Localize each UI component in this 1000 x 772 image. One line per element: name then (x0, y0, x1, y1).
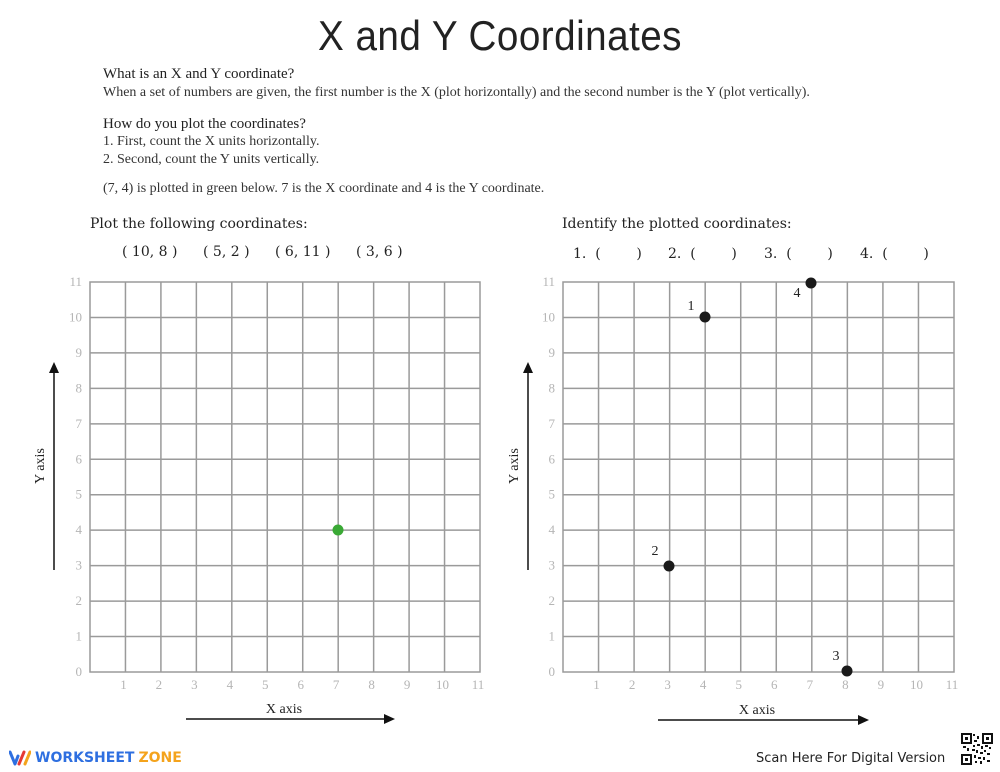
svg-text:8: 8 (548, 380, 555, 396)
question-1-body: When a set of numbers are given, the first number is the X (plot horizontally) and the second number is the Y (plot vertically). (103, 85, 810, 100)
svg-text:5: 5 (75, 486, 82, 502)
point-2-label: 2 (651, 544, 659, 559)
step-2: 2. Second, count the Y units vertically. (103, 152, 320, 167)
right-y-axis-arrow (523, 362, 533, 570)
point-1 (700, 312, 711, 323)
right-panel-label: Identify the plotted coordinates: (562, 216, 792, 232)
svg-text:7: 7 (806, 677, 814, 692)
point-3-label: 3 (832, 649, 840, 664)
right-y-axis-label: Y axis (507, 448, 522, 484)
worksheet-zone-logo[interactable] (9, 748, 182, 768)
answer-list (0, 246, 1000, 266)
answer-blank-1[interactable]: 1. ( ) (573, 246, 642, 262)
svg-text:10: 10 (436, 677, 450, 692)
left-x-axis-label: X axis (265, 702, 303, 717)
svg-text:4: 4 (75, 522, 82, 538)
svg-text:7: 7 (75, 415, 82, 431)
point-4-label: 4 (793, 286, 801, 301)
right-grid (563, 282, 954, 672)
point-4 (806, 278, 817, 289)
right-x-axis-label: X axis (738, 703, 776, 718)
svg-text:11: 11 (69, 274, 82, 289)
svg-text:2: 2 (155, 677, 163, 692)
step-1: 1. First, count the X units horizontally. (103, 134, 320, 149)
coordinate-item: ( 6, 11 ) (275, 244, 331, 260)
svg-text:3: 3 (548, 557, 555, 573)
svg-text:0: 0 (75, 664, 82, 679)
brand-zone: ZONE (138, 750, 182, 766)
example-text: (7, 4) is plotted in green below. 7 is the X coordinate and 4 is the Y coordinate. (103, 181, 545, 196)
answer-blank-4[interactable]: 4. ( ) (860, 246, 929, 262)
svg-text:11: 11 (945, 677, 959, 692)
svg-text:5: 5 (548, 486, 555, 502)
svg-text:1: 1 (593, 677, 600, 692)
svg-text:9: 9 (403, 677, 411, 692)
right-x-tick-labels (593, 677, 958, 692)
qr-code-icon[interactable] (961, 733, 993, 765)
svg-text:10: 10 (69, 309, 82, 325)
svg-text:1: 1 (75, 628, 82, 644)
page-title: X and Y Coordinates (318, 12, 682, 59)
svg-text:5: 5 (262, 677, 269, 692)
svg-text:9: 9 (877, 677, 885, 692)
right-y-tick-labels (542, 274, 556, 679)
svg-text:8: 8 (842, 677, 849, 692)
svg-text:5: 5 (735, 677, 742, 692)
svg-text:7: 7 (332, 677, 340, 692)
logo-w-icon (9, 750, 31, 766)
svg-text:6: 6 (75, 451, 82, 467)
left-grid[interactable] (90, 282, 480, 672)
svg-text:2: 2 (628, 677, 636, 692)
coordinate-item: ( 10, 8 ) (122, 244, 178, 260)
svg-text:10: 10 (542, 309, 555, 325)
svg-text:6: 6 (297, 677, 304, 692)
svg-text:3: 3 (75, 557, 82, 573)
point-3 (842, 666, 853, 677)
svg-text:9: 9 (548, 344, 555, 360)
question-2-heading: How do you plot the coordinates? (103, 116, 306, 132)
plotted-points (652, 278, 853, 677)
svg-text:2: 2 (75, 593, 82, 609)
svg-text:9: 9 (75, 344, 82, 360)
left-y-tick-labels (69, 274, 83, 679)
coordinate-item: ( 5, 2 ) (203, 244, 250, 260)
point-2 (664, 561, 675, 572)
question-1-heading: What is an X and Y coordinate? (103, 66, 295, 82)
svg-text:11: 11 (471, 677, 485, 692)
svg-text:3: 3 (191, 677, 198, 692)
svg-text:10: 10 (909, 677, 923, 692)
svg-text:0: 0 (548, 664, 555, 679)
svg-text:8: 8 (75, 380, 82, 396)
answer-blank-2[interactable]: 2. ( ) (668, 246, 737, 262)
left-y-axis-label: Y axis (33, 448, 48, 484)
svg-text:6: 6 (771, 677, 778, 692)
point-1-label: 1 (687, 299, 695, 314)
answer-blank-3[interactable]: 3. ( ) (764, 246, 833, 262)
left-y-axis-arrow (49, 362, 59, 570)
svg-text:7: 7 (548, 415, 555, 431)
svg-text:1: 1 (120, 677, 127, 692)
svg-text:3: 3 (664, 677, 671, 692)
svg-text:11: 11 (542, 274, 555, 289)
left-x-tick-labels (120, 677, 484, 692)
brand-worksheet: WORKSHEET (35, 750, 135, 766)
svg-text:2: 2 (548, 593, 555, 609)
svg-text:4: 4 (548, 522, 555, 538)
coordinate-item: ( 3, 6 ) (356, 244, 403, 260)
scan-text: Scan Here For Digital Version (756, 751, 946, 766)
svg-text:6: 6 (548, 451, 555, 467)
svg-text:8: 8 (368, 677, 375, 692)
svg-text:1: 1 (548, 628, 555, 644)
svg-text:4: 4 (226, 677, 234, 692)
example-point (333, 525, 344, 536)
left-panel-label: Plot the following coordinates: (90, 216, 308, 232)
svg-text:4: 4 (699, 677, 707, 692)
